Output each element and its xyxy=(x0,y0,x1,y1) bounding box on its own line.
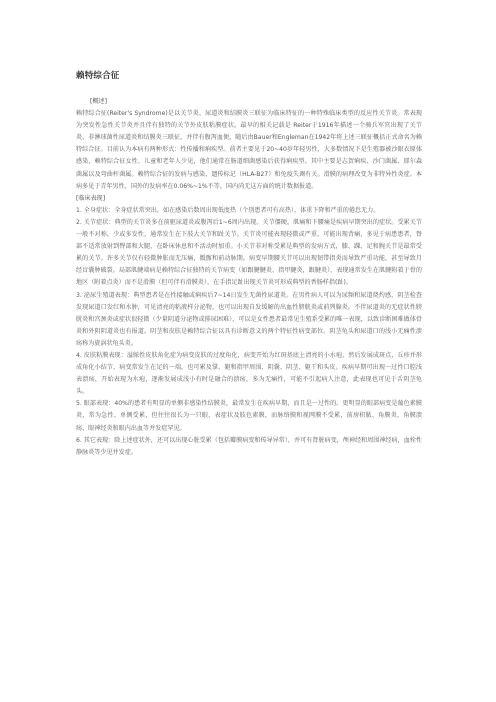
overview-heading: [概述] xyxy=(90,98,107,105)
clinical-item-urogenital: 3. 泌尿生殖道表现：典型患者是在性接触或痢疾后7~14日发生无菌性尿道炎。在男性病人可以为尿频和尿道烧灼感，阴茎检查发现尿道口发红和水肿，可见清亮的粘液样分泌物，也可以出现自发缓解的出血性膀胱炎或前列腺炎。不伴尿道炎的无症状性膀胱炎和宫颈炎或症状很轻微（少量阴道分泌物或排尿困难），可以是女性患者最常见生殖系受累的唯一表现，以致诊断困难做体骨炎和外阴阴道炎也有报道。阴茎和皮肤是赖特综合征以具有诊断意义的两个特征性病变部位。阴茎龟头和尿道口的浅小无痛性溃疡称为旋涡状龟头炎。 xyxy=(76,291,422,347)
document-title: 赖特综合征 xyxy=(76,71,120,81)
clinical-item-general: 1. 全身症状：全身症状常突出，如在感染后数周出现低度热（个别患者可有高热），体重下降和严重的倦怠无力。 xyxy=(76,206,380,214)
clinical-item-skin-mucosa: 4. 皮肤粘膜表现：溢脓性皮肤角化症为病变皮肤的过度角化，病变开始为红斑基底上清亮的小水疱，然后发展成斑点，丘疹并形成角化小结节，病变常发生在足的一端，也可累及掌、躯和指甲周围、阴囊、阴茎、躯干和头皮。疾病早期可出现一过性口腔浅表溃疡，开始表现为水疱，逐渐发展成浅小有时是融合的溃疡，多为无痛性，可能不引起病人注意，此表现也可见于舌阴茎龟头。 xyxy=(76,351,422,396)
clinical-item-other: 6. 其它表现：除上述症状外，还可以出现心脏受累（包括瓣膜病变和传导异常），并可有肾脏病变，颅神经和周围神经病，血栓性静脉炎等少见并发症。 xyxy=(76,436,422,456)
clinical-item-joint: 2. 关节症状：典型的关节炎多在前驱尿道炎或腹泻后1~6周内出现。关节僵硬，肌痛和下腰痛是疾病早期突出的症状。受累关节一般不对称，少或多发性，通常发生在下肢大关节和趾关节。关节炎可能表现轻微或严重，可能出现背痛，多见于病患患者，脊部不适常放射到臀部和大腿，在卧床休息和不活动时加重。小关节非对称受累是典型的发病方式，膝、踝、足和腕关节是最常受累的关节。许多关节仅有轻微肿胀而无压痛，骶髂和前动脉期。病变早期腰关节可以出现韧带指炎而导致严重功能，甚至导致月经盲囊肿破裂。局部肌腱端病是赖特综合征独特的关节病变（如跟腱腱炎、指甲腱炎，跟腱炎），表现通常发生在肌腱附着于骨的地区（附着点炎）而不是滑膜（但可伴有滑膜炎），在手指足趾出现关节炎可形成典型的香肠样指(趾)。 xyxy=(76,218,422,287)
document-body xyxy=(76,96,422,459)
overview-paragraph: 赖特综合征(Reiter's Syndrome)是以关节炎、尿道炎和结膜炎三联征为临床特征的一种特殊临床类型的反应性关节炎。常表现为突发性急性关节炎并且伴有独特的关节外皮肤粘膜症状。最早的相关记载是 Reiter于1916年描述一个骑兵军官出现了关节炎、非淋球菌性尿道炎和结膜炎三联征，并伴有腹泻血便，随后由Bauer和Engleman在1942年将上述三联征概括正式命名为赖特综合征。目前认为本病有两种形式：性传播和痢疾型。前者主要见于20~40岁年轻男性，大多数情况下是生殖器被沙眼衣原体感染，赖特综合征女性、儿童和老年人少见，他们通常在肠道细菌感染后获得痢疾型。其中主要是志贺痢疾、沙门菌属、耶尔森菌属以及弯曲杆菌属。赖特综合征的发病与感染、遗传标记（HLA-B27）和免疫失调有关。滑膜的病理改变为非特异性炎症。本病多见于青年男性，国外的发病率在0.06%~1%不等，国内尚无这方面的统计数据报道。 xyxy=(76,110,422,190)
clinical-item-eye: 5. 眼部表现：40%的患者有明显的单侧非感染性结膜炎，最常发生在疾病早期，而且是一过性的。更明显的眼部病变是葡色素膜炎，常为急性、单侧受累，但往往很长为一只眼，表症状及肢色素膜，而脉络膜和视网膜不受累，前房积脓、角膜炎、角膜溃疡、眼神经炎和眼内出血等并发症罕见。 xyxy=(76,400,422,432)
clinical-heading: [临床表现] xyxy=(76,194,106,202)
